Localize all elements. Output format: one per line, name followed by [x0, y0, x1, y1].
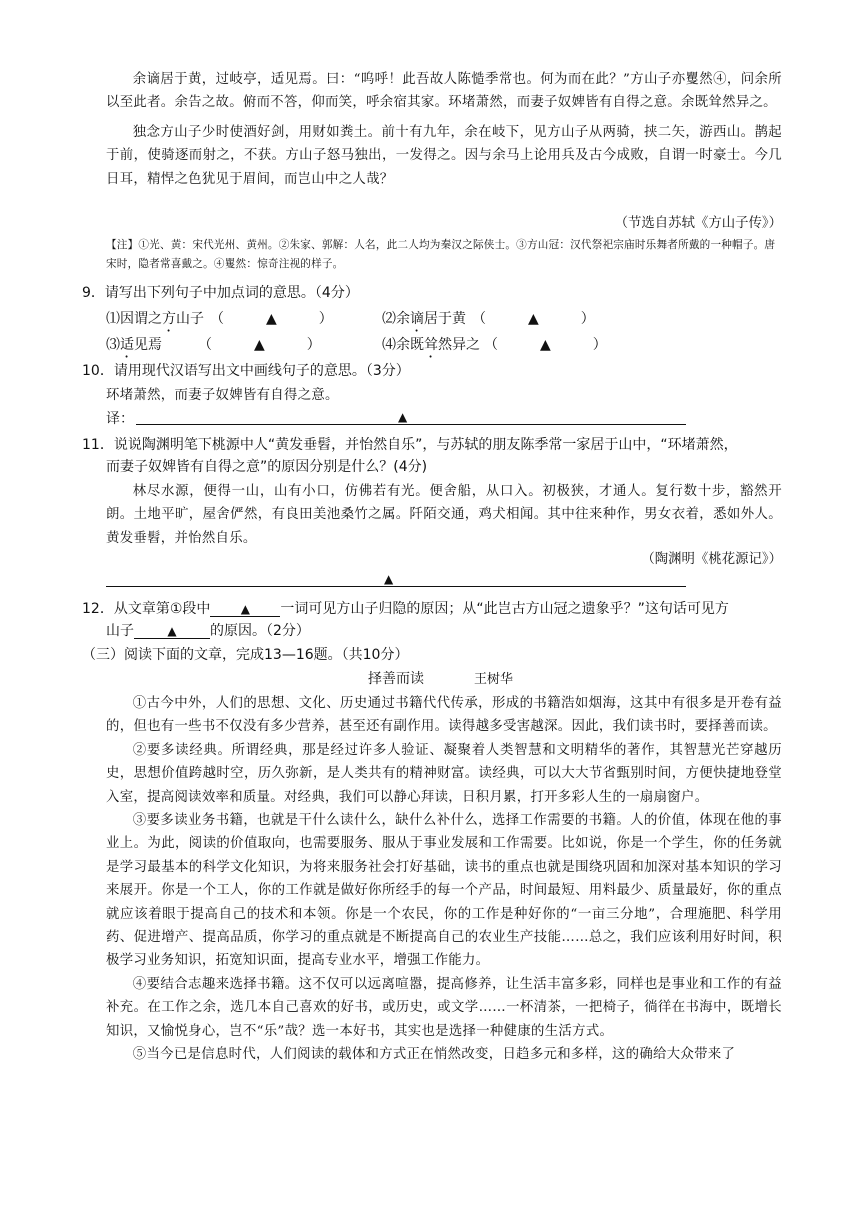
q9-item-1 — [106, 308, 333, 335]
q9-item-pre: 因谓之 — [120, 311, 162, 327]
q12-text-4: 的原因。（2分） — [210, 623, 310, 639]
q11-answer-line[interactable] — [106, 586, 686, 587]
section-3-heading: （三）阅读下面的文章，完成13—16题。（共10分） — [82, 647, 409, 663]
q9-dotted-word: 方 — [162, 311, 176, 327]
article-paragraph-3: ③要多读业务书籍，也就是干什么读什么，缺什么补什么，选择工作需要的书籍。人的价值，体现在他的事业上。为此，阅读的价值取向，也需要服务、服从于事业发展和工作需要。比如说，你是一个学生，你的任务就是学习最基本的科学文化知识，为将来服务社会打好基础，读书的重点也就是围绕巩固和加深对基本知识的学习来展开。你是一个工人，你的工作就是做好你所经手的每一个产品，时间最短、用料最少、质量最好，你的重点就应该着眼于提高自己的技术和本领。你是一个农民，你的工作是种好你的“一亩三分地”，合理施肥、科学用药、促进增产、提高品质，你学习的重点就是不断提高自己的农业生产技能……总之，我们应该利用好时间，积极学习业务知识，拓宽知识面，提高专业水平，增强工作能力。 — [106, 813, 782, 969]
question-10-stem: 10．请用现代汉语写出文中画线句子的意思。（3分） — [82, 363, 410, 379]
q10-label: 译： — [106, 411, 134, 427]
question-11-stem-line2: 而妻子奴婢皆有自得之意”的原因分别是什么？(4分) — [106, 459, 428, 475]
q9-item-pre: 余既 — [396, 337, 424, 353]
q9-item-pre: 余 — [396, 311, 410, 327]
article-author: 王树华 — [474, 672, 514, 687]
q9-item-3 — [106, 334, 321, 361]
passage-fangshanzi — [106, 68, 782, 191]
answer-blank[interactable]: （ ▲ ） — [484, 337, 607, 353]
question-11-stem-line1: 11．说说陶渊明笔下桃源中人“黄发垂髫，并怡然自乐”，与苏轼的朋友陈季常一家居于山中，“环堵萧然， — [82, 437, 738, 453]
q9-item-2 — [382, 308, 595, 335]
question-9-stem: 9．请写出下列句子中加点词的意思。（4分） — [82, 285, 359, 301]
q9-item-post: 见焉 — [134, 337, 162, 353]
passage-note: 【注】①光、黄：宋代光州、黄州。②朱家、郭解：人名，此二人均为秦汉之际侠士。③方山冠：汉代祭祀宗庙时乐舞者所戴的一种帽子。唐宋时，隐者常喜戴之。④矍然：惊奇注视的样子。 — [106, 239, 776, 270]
q9-item-num: ⑵ — [382, 311, 396, 327]
q12-text-3: 山子 — [106, 623, 134, 639]
article-paragraph-1: ①古今中外，人们的思想、文化、历史通过书籍代代传承，形成的书籍浩如烟海，这其中有很多是开卷有益的，但也有一些书不仅没有多少营养，甚至还有副作用。读得越多受害越深。因此，我们读书时，要择善而读。 — [106, 696, 782, 735]
q9-item-post: 山子 — [176, 311, 204, 327]
q9-item-post: 然异之 — [438, 337, 480, 353]
answer-marker: ▲ — [384, 572, 394, 586]
q9-item-post: 居于黄 — [424, 311, 466, 327]
passage-source: （节选自苏轼《方山子传》） — [614, 216, 782, 231]
q9-dotted-word: 适 — [120, 337, 134, 353]
q9-item-num: ⑶ — [106, 337, 120, 353]
q9-dotted-word: 谪 — [410, 311, 424, 327]
answer-marker: ▲ — [398, 410, 408, 424]
question-12-line2 — [106, 620, 310, 640]
answer-blank[interactable]: （ ▲ ） — [210, 311, 333, 327]
q12-blank-2[interactable]: ▲ — [134, 624, 210, 639]
article-paragraph-2: ②要多读经典。所谓经典，那是经过许多人验证、凝聚着人类智慧和文明精华的著作，其智慧光芒穿越历史，思想价值跨越时空，历久弥新，是人类共有的精神财富。读经典，可以大大节省甄别时间，方便快捷地登堂入室，提高阅读效率和质量。对经典，我们可以静心拜读，日积月累，打开多彩人生的一扇扇窗户。 — [106, 742, 782, 805]
q9-item-num: ⑴ — [106, 311, 120, 327]
article-paragraph-5: ⑤当今已是信息时代，人们阅读的载体和方式正在悄然改变，日趋多元和多样，这的确给大众带来了 — [132, 1047, 736, 1063]
q11-passage-text: 林尽水源，便得一山，山有小口，仿佛若有光。便舍船，从口入。初极狭，才通人。复行数十步，豁然开朗。土地平旷，屋舍俨然，有良田美池桑竹之属。阡陌交通，鸡犬相闻。其中往来种作，男女衣着，悉如外人。黄发垂髫，并怡然自乐。 — [106, 484, 782, 546]
answer-blank[interactable]: （ ▲ ） — [472, 311, 595, 327]
q9-dotted-word: 耸 — [424, 337, 438, 353]
q12-text-1: 12．从文章第①段中 — [82, 601, 211, 617]
question-12-line1 — [82, 598, 792, 618]
q9-item-num: ⑷ — [382, 337, 396, 353]
article-body — [106, 692, 782, 1067]
q9-item-4 — [382, 334, 607, 361]
answer-blank[interactable]: （ ▲ ） — [198, 337, 321, 353]
q12-text-2: 一词可见方山子归隐的原因；从“此岂古方山冠之遗象乎？”这句话可见方 — [280, 601, 729, 617]
article-title: 择善而读 — [368, 671, 424, 687]
passage-paragraph-2: 独念方山子少时使酒好剑，用财如粪土。前十有九年，余在岐下，见方山子从两骑，挟二矢，游西山。鹊起于前，使骑逐而射之，不获。方山子怒马独出，一发得之。因与余马上论用兵及古今成败，自谓一时豪士。今几日耳，精悍之色犹见于眉间，而岂山中之人哉？ — [106, 124, 782, 187]
q10-answer-line[interactable] — [136, 424, 686, 425]
passage-paragraph-1: 余谪居于黄，过岐亭，适见焉。曰：“呜呼！此吾故人陈慥季常也。何为而在此？”方山子亦矍然④，问余所以至此者。余告之故。俯而不答，仰而笑，呼余宿其家。环堵萧然，而妻子奴婢皆有自得之意。余既耸然异之。 — [106, 72, 782, 111]
article-paragraph-4: ④要结合志趣来选择书籍。这不仅可以远离喧嚣，提高修养，让生活丰富多彩，同样也是事业和工作的有益补充。在工作之余，选几本自己喜欢的好书，或历史，或文学……一杯清茶，一把椅子，徜徉在书海中，既增长知识，又愉悦身心，岂不“乐”哉？选一本好书，其实也是选择一种健康的生活方式。 — [106, 976, 782, 1039]
q11-passage-source: （陶渊明《桃花源记》） — [641, 552, 782, 567]
q11-passage — [106, 480, 782, 550]
q10-sentence: 环堵萧然，而妻子奴婢皆有自得之意。 — [106, 388, 339, 403]
q12-blank-1[interactable]: ▲ — [210, 602, 280, 617]
